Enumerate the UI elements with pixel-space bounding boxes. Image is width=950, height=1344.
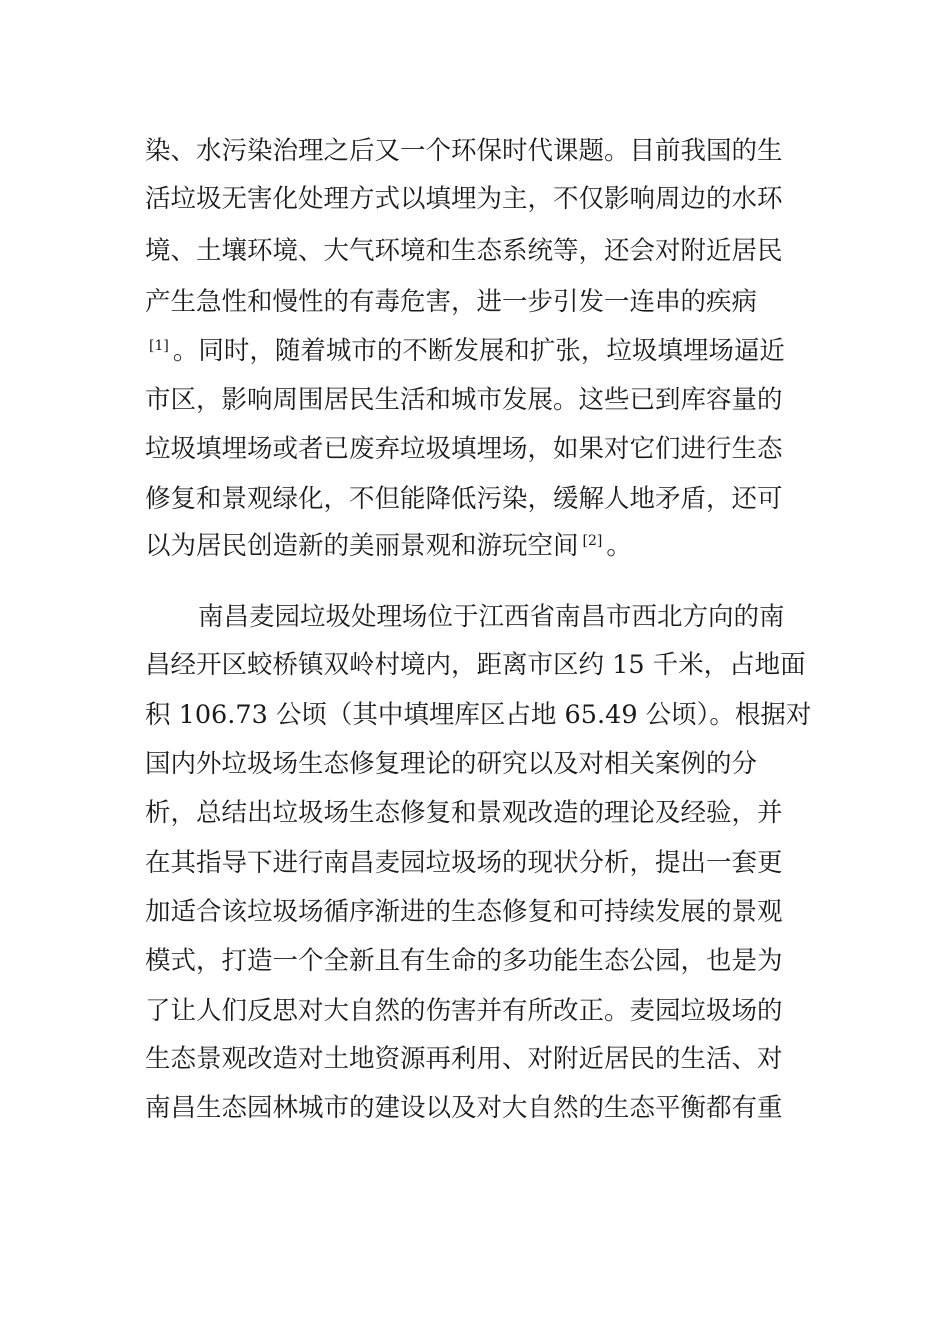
text-segment: 以为居民创造新的美丽景观和游玩空间 — [145, 531, 579, 561]
text-line — [145, 531, 632, 561]
text-line: 境、土壤环境、大气环境和生态系统等，还会对附近居民 — [145, 236, 783, 266]
text-line: 模式，打造一个全新且有生命的多功能生态公园，也是为 — [145, 946, 783, 976]
text-line: 昌经开区蛟桥镇双岭村境内，距离市区约 15 千米，占地面 — [145, 650, 806, 680]
text-line: 生态景观改造对土地资源再利用、对附近居民的生活、对 — [145, 1044, 783, 1074]
text-line: 了让人们反思对大自然的伤害并有所改正。麦园垃圾场的 — [145, 996, 783, 1026]
text-segment: 。 — [606, 531, 632, 561]
text-line: 垃圾填埋场或者已废弃垃圾填埋场，如果对它们进行生态 — [145, 434, 783, 464]
citation-ref: [1] — [149, 338, 169, 354]
text-line: 国内外垃圾场生态修复理论的研究以及对相关案例的分 — [145, 749, 758, 779]
text-line: 南昌生态园林城市的建设以及对大自然的生态平衡都有重 — [145, 1093, 783, 1123]
text-line: 南昌麦园垃圾处理场位于江西省南昌市西北方向的南 — [198, 602, 785, 632]
text-line: 在其指导下进行南昌麦园垃圾场的现状分析，提出一套更 — [145, 848, 783, 878]
citation-ref: [2] — [582, 533, 603, 549]
text-segment: 。同时，随着城市的不断发展和扩张，垃圾填埋场逼近 — [172, 336, 785, 366]
text-line: 积 106.73 公顷（其中填埋库区占地 65.49 公顷）。根据对 — [145, 700, 812, 730]
text-line: 加适合该垃圾场循序渐进的生态修复和可持续发展的景观 — [145, 897, 783, 927]
text-line: 活垃圾无害化处理方式以填埋为主，不仅影响周边的水环 — [145, 184, 783, 214]
text-line: 析，总结出垃圾场生态修复和景观改造的理论及经验，并 — [145, 798, 783, 828]
text-line: 修复和景观绿化，不但能降低污染，缓解人地矛盾，还可 — [145, 484, 783, 514]
text-line: 染、水污染治理之后又一个环保时代课题。目前我国的生 — [145, 136, 783, 166]
text-line — [145, 336, 785, 366]
text-line: 产生急性和慢性的有毒危害，进一步引发一连串的疾病 — [145, 287, 758, 317]
text-line: 市区，影响周围居民生活和城市发展。这些已到库容量的 — [145, 385, 783, 415]
